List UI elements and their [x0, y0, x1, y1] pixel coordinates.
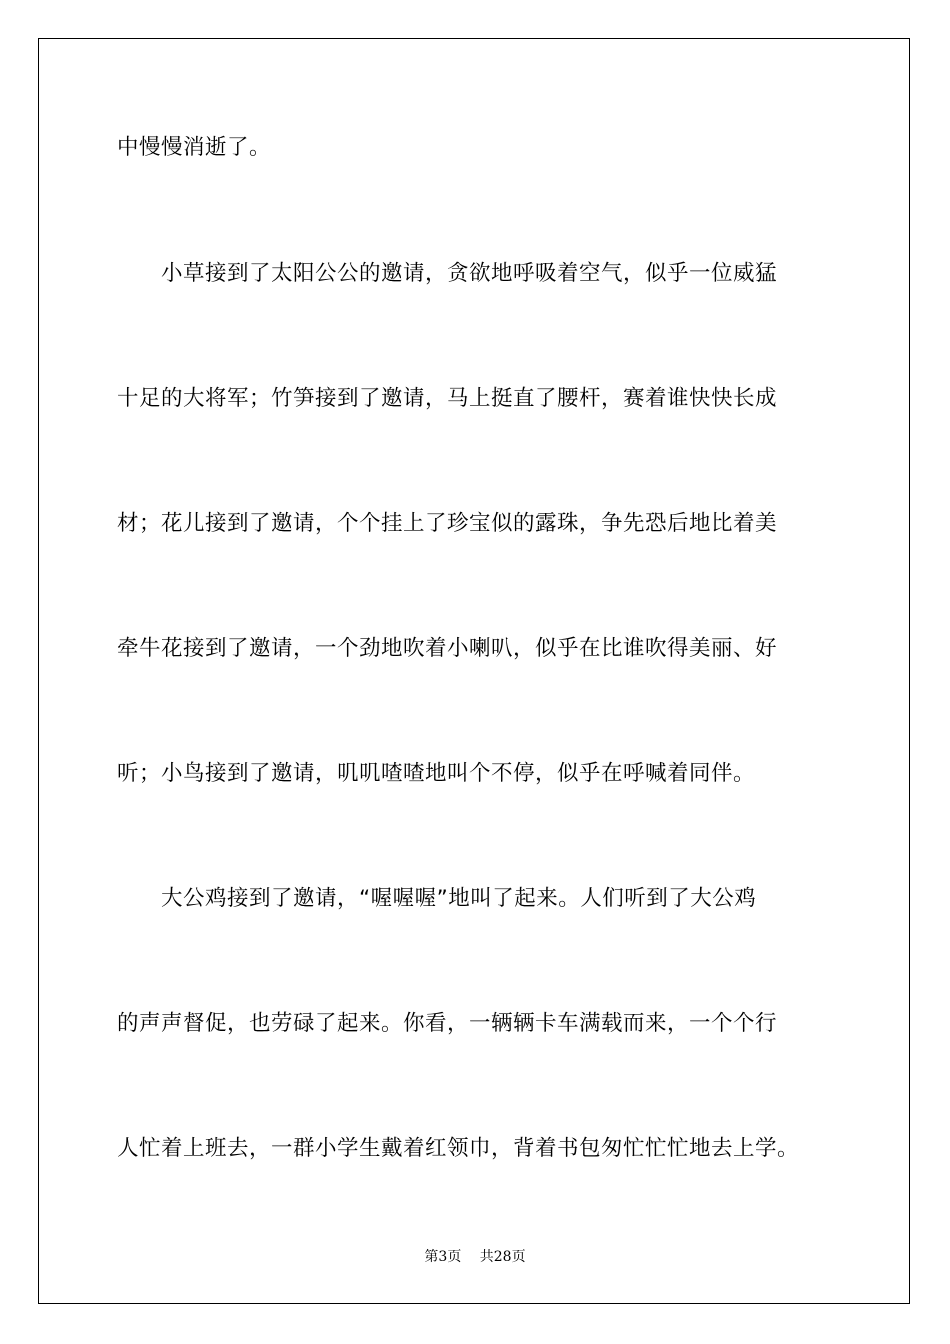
page-number: 第3页 共28页 — [424, 1249, 526, 1265]
text-line: 十足的大将军；竹笋接到了邀请，马上挺直了腰杆，赛着谁快快长成 — [117, 386, 778, 411]
text-line: 中慢慢消逝了。 — [117, 135, 272, 160]
text-line: 人忙着上班去，一群小学生戴着红领巾，背着书包匆忙忙忙地去上学。 — [117, 1136, 800, 1161]
text-line: 听；小鸟接到了邀请，叽叽喳喳地叫个不停，似乎在呼喊着同伴。 — [117, 761, 756, 786]
text-line: 大公鸡接到了邀请，“喔喔喔”地叫了起来。人们听到了大公鸡 — [117, 886, 757, 911]
text-line: 小草接到了太阳公公的邀请，贪欲地呼吸着空气，似乎一位威猛 — [117, 261, 778, 286]
page-border — [38, 38, 910, 1304]
text-line: 材；花儿接到了邀请，个个挂上了珍宝似的露珠，争先恐后地比着美 — [117, 511, 778, 536]
text-line: 的声声督促，也劳碌了起来。你看，一辆辆卡车满载而来，一个个行 — [117, 1011, 778, 1036]
text-line: 牵牛花接到了邀请，一个劲地吹着小喇叭，似乎在比谁吹得美丽、好 — [117, 636, 778, 661]
